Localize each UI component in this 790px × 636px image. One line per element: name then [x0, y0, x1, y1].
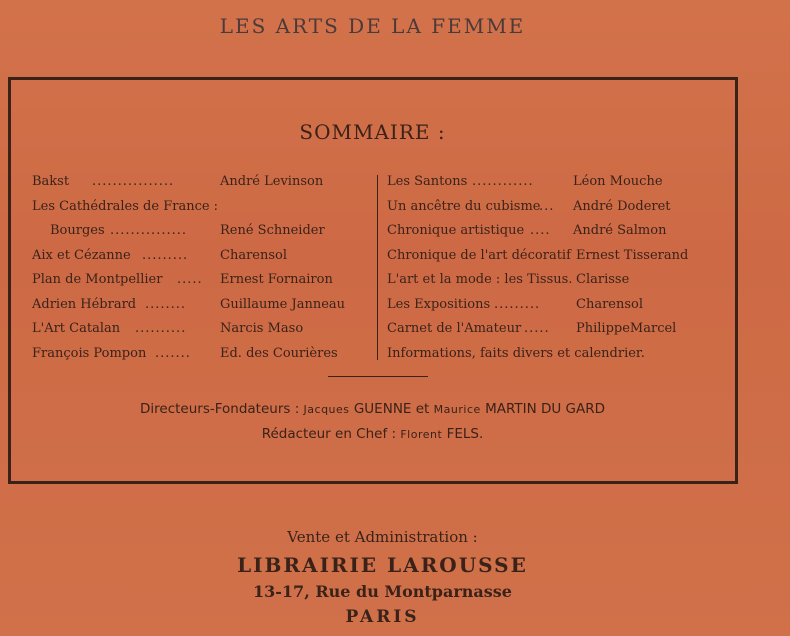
toc-leader-dots: ... — [539, 198, 555, 214]
toc-entry-title: Un ancêtre du cubisme — [387, 198, 541, 214]
toc-leader-dots: ......... — [142, 247, 189, 263]
editor-line — [0, 426, 745, 442]
toc-entry — [32, 297, 367, 322]
toc-entry-title: L'Art Catalan — [32, 321, 121, 336]
toc-entry — [387, 199, 732, 224]
toc-entry-author: Ernest Tisserand — [576, 247, 689, 263]
sales-label: Vente et Administration : — [287, 528, 478, 546]
toc-leader-dots: ..... — [177, 272, 203, 287]
toc-entry-title: Les Cathédrales de France : — [32, 198, 219, 214]
toc-entry-title: Carnet de l'Amateur — [387, 321, 522, 336]
toc-entry-author: Guillaume Janneau — [220, 296, 346, 312]
toc-leader-dots: ............... — [110, 223, 187, 238]
toc-entry — [387, 174, 732, 199]
directors-line — [0, 401, 745, 417]
director1-last: GUENNE — [353, 401, 412, 417]
toc-entry-title: Adrien Hébrard — [32, 296, 137, 312]
toc-right-column — [387, 174, 732, 370]
toc-entry-author: André Doderet — [573, 198, 671, 214]
toc-entry-author: Charensol — [220, 247, 288, 263]
toc-entry-author: PhilippeMarcel — [576, 321, 677, 336]
editor-first: Florent — [400, 428, 443, 441]
and-word: et — [415, 401, 430, 417]
toc-leader-dots: ....... — [155, 345, 191, 361]
toc-entry-author: André Salmon — [573, 223, 667, 238]
section-divider — [328, 376, 428, 377]
editor-last: FELS. — [446, 426, 484, 442]
director2-last: MARTIN DU GARD — [485, 401, 606, 417]
toc-entry — [32, 199, 367, 224]
toc-entry — [387, 297, 732, 322]
toc-entry — [32, 272, 367, 297]
toc-entry — [32, 174, 367, 199]
toc-entry-author: Clarisse — [576, 272, 630, 287]
toc-leader-dots: ............ — [472, 174, 534, 189]
toc-entry-author: Narcis Maso — [220, 321, 304, 336]
toc-entry-title: Plan de Montpellier — [32, 272, 163, 287]
director1-first: Jacques — [303, 403, 350, 416]
directors-label: Directeurs-Fondateurs : — [139, 401, 300, 417]
toc-leader-dots: .... — [530, 223, 551, 238]
toc-entry-author: René Schneider — [220, 223, 325, 238]
editor-label: Rédacteur en Chef : — [261, 426, 397, 442]
toc-entry-title: Les Expositions — [387, 296, 491, 312]
toc-entry-title: Bakst — [32, 174, 70, 189]
toc-entry-title: Informations, faits divers et calendrier. — [387, 345, 645, 361]
toc-leader-dots: ................ — [92, 174, 175, 189]
toc-entry-title: Aix et Cézanne — [32, 247, 131, 263]
toc-entry — [387, 346, 732, 371]
toc-entry-author: André Levinson — [220, 174, 324, 189]
toc-entry-author: Ed. des Courières — [220, 345, 338, 361]
toc-entry-author: Léon Mouche — [573, 174, 663, 189]
toc-entry-title: Chronique artistique — [387, 223, 525, 238]
director2-first: Maurice — [433, 403, 481, 416]
toc-leader-dots: .......... — [135, 321, 187, 336]
toc-entry-title: Les Santons — [387, 174, 468, 189]
toc-entry — [32, 321, 367, 346]
sommaire-heading: SOMMAIRE : — [299, 120, 446, 144]
publisher-city: PARIS — [345, 607, 420, 627]
toc-entry — [32, 346, 367, 371]
toc-left-column — [32, 174, 367, 370]
toc-entry — [387, 321, 732, 346]
toc-entry — [32, 248, 367, 273]
publisher-address: 13-17, Rue du Montparnasse — [253, 582, 512, 601]
toc-entry-title: François Pompon — [32, 345, 147, 361]
toc-entry-title: Bourges — [50, 223, 105, 238]
publisher-name: LIBRAIRIE LAROUSSE — [237, 553, 528, 577]
magazine-title: LES ARTS DE LA FEMME — [219, 14, 526, 38]
toc-entry-author: Charensol — [576, 296, 644, 312]
toc-entry-author: Ernest Fornairon — [220, 272, 333, 287]
column-divider — [377, 175, 378, 360]
toc-entry — [32, 223, 367, 248]
toc-leader-dots: ......... — [494, 296, 541, 312]
toc-entry — [387, 223, 732, 248]
toc-entry-title: Chronique de l'art décoratif — [387, 247, 571, 263]
toc-entry-title: L'art et la mode : les Tissus. — [387, 272, 573, 287]
toc-leader-dots: ........ — [145, 296, 187, 312]
toc-leader-dots: ..... — [524, 321, 550, 336]
toc-entry — [387, 272, 732, 297]
toc-entry — [387, 248, 732, 273]
